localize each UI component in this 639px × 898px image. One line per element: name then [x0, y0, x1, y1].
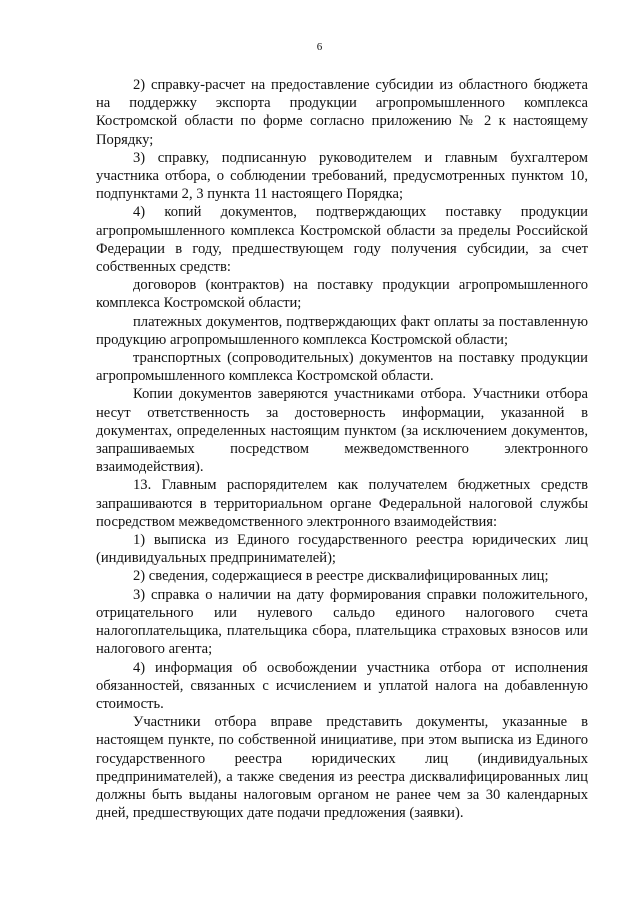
paragraph: 3) справка о наличии на дату формирования справки положительного, отрицательного или нулевого сальдо единого налогового счета налогоплательщика, плательщика сбора, плательщика страховых взносов или налогового агента; — [96, 586, 588, 658]
document-body — [96, 76, 588, 822]
paragraph: транспортных (сопроводительных) документов на поставку продукции агропромышленного комплекса Костромской области. — [96, 350, 588, 385]
paragraph: 1) выписка из Единого государственного реестра юридических лиц (индивидуальных предпринимателей); — [96, 532, 588, 567]
page-number: 6 — [316, 41, 323, 53]
paragraph: 2) справку-расчет на предоставление субсидии из областного бюджета на поддержку экспорта продукции агропромышленного комплекса Костромской области по форме согласно приложению № 2 к настоящему Порядку; — [96, 77, 588, 148]
paragraph: 13. Главным распорядителем как получателем бюджетных средств запрашиваются в территориальном органе Федеральной налоговой службы посредством межведомственного электронного взаимодействия: — [96, 477, 588, 530]
paragraph: Копии документов заверяются участниками отбора. Участники отбора несут ответственность за достоверность информации, указанной в документах, определенных настоящим пунктом (за исключением документов, запрашиваемых посредством межведомственного электронного взаимодействия). — [96, 386, 588, 476]
paragraph: 4) копий документов, подтверждающих поставку продукции агропромышленного комплекса Костромской области за пределы Российской Федерации в году, предшествующем году получения субсидии, за счет собственных средств: — [96, 204, 588, 276]
paragraph: договоров (контрактов) на поставку продукции агропромышленного комплекса Костромской области; — [96, 277, 588, 312]
paragraph: платежных документов, подтверждающих факт оплаты за поставленную продукцию агропромышленного комплекса Костромской области; — [96, 313, 588, 348]
paragraph: 2) сведения, содержащиеся в реестре дисквалифицированных лиц; — [133, 568, 549, 585]
paragraph: 3) справку, подписанную руководителем и главным бухгалтером участника отбора, о соблюдении требований, предусмотренных пунктом 10, подпунктами 2, 3 пункта 11 настоящего Порядка; — [96, 149, 588, 203]
paragraph: 4) информация об освобождении участника отбора от исполнения обязанностей, связанных с исчислением и уплатой налога на добавленную стоимость. — [96, 659, 588, 712]
paragraph: Участники отбора вправе представить документы, указанные в настоящем пункте, по собственной инициативе, при этом выписка из Единого государственного реестра юридических лиц (индивидуальных предпринимателей), а также сведения из реестра дисквалифицированных лиц должны быть выданы налоговым органом не ранее чем за 30 календарных дней, предшествующих дате подачи предложения (заявки). — [96, 714, 588, 822]
